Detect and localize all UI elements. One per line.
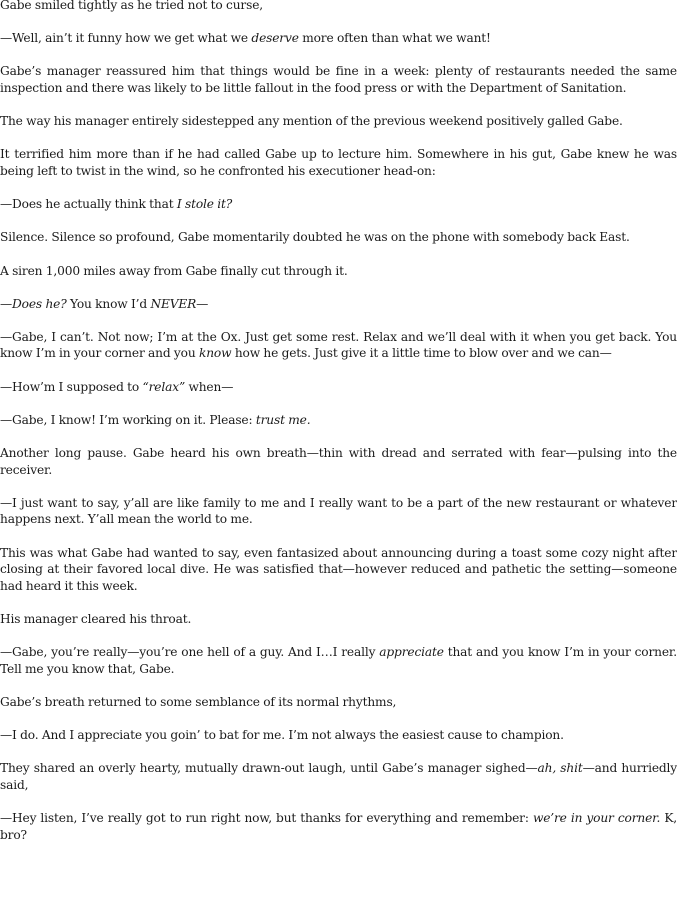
paragraph	[0, 379, 677, 396]
text-run: —I just want to say, y’all are like family to me and I really want to be a part of the new restaurant or whatever happens next. Y’all mean the world to me.	[0, 495, 677, 527]
italic-text: trust me.	[255, 412, 311, 427]
paragraph	[0, 694, 677, 711]
paragraph	[0, 30, 677, 47]
text-run: Gabe smiled tightly as he tried not to curse,	[0, 0, 263, 12]
text-run: —How’m I supposed to	[0, 379, 143, 394]
italic-text: Does he?	[12, 296, 67, 311]
paragraph	[0, 445, 677, 478]
italic-text: NEVER	[150, 296, 197, 311]
text-run: how he gets. Just give it a little time to blow over and we can—	[231, 346, 612, 361]
paragraph	[0, 0, 677, 14]
text-run: —and hurriedly said,	[0, 761, 677, 792]
text-run: when—	[185, 379, 234, 394]
text-run: His manager cleared his throat.	[0, 611, 192, 626]
paragraph	[0, 296, 677, 313]
paragraph	[0, 229, 677, 246]
text-run: The way his manager entirely sidestepped any mention of the previous weekend positively galled Gabe.	[0, 114, 623, 129]
paragraph	[0, 495, 677, 528]
text-run: Gabe’s breath returned to some semblance of its normal rhythms,	[0, 694, 397, 709]
text-run: that and you know I’m in your corner. Tell me you know that, Gabe.	[0, 645, 677, 676]
italic-text: I stole it?	[176, 197, 233, 212]
text-run: They shared an overly hearty, mutually drawn-out laugh, until Gabe’s manager sighed—	[0, 761, 538, 776]
text-run: Silence. Silence so profound, Gabe momentarily doubted he was on the phone with somebody back East.	[0, 230, 630, 245]
paragraph	[0, 412, 677, 429]
paragraph	[0, 810, 677, 843]
text-run: —I do. And I appreciate you goin’ to bat for me. I’m not always the easiest cause to champion.	[0, 728, 564, 743]
text-run: —	[0, 296, 13, 311]
italic-text: we’re in your corner.	[532, 811, 661, 826]
text-run: —Gabe, I can’t. Not now; I’m at the Ox. Just get some rest. Relax and we’ll deal with it when you get back. You know I’m in your corner and you	[0, 329, 677, 361]
text-run: Another long pause. Gabe heard his own breath—thin with dread and serrated with fear—pulsing into the receiver.	[0, 446, 677, 477]
paragraph	[0, 113, 677, 130]
paragraph	[0, 644, 677, 677]
text-run: —Gabe, you’re really—you’re one hell of a guy. And I…I really	[0, 645, 380, 660]
paragraph	[0, 146, 677, 179]
paragraph	[0, 263, 677, 280]
text-run: Gabe’s manager reassured him that things would be fine in a week: plenty of restaurants needed the same inspection and there was likely to be little fallout in the food press or with the Department of Sanitation.	[0, 64, 677, 95]
italic-text: know	[198, 346, 232, 361]
paragraph	[0, 727, 677, 744]
italic-text: deserve	[251, 31, 299, 46]
text-run: —Gabe, I know! I’m working on it. Please:	[0, 412, 256, 427]
paragraph	[0, 611, 677, 628]
paragraph	[0, 545, 677, 595]
text-run: A siren 1,000 miles away from Gabe finally cut through it.	[0, 263, 348, 278]
text-run: It terrified him more than if he had called Gabe up to lecture him. Somewhere in his gut, Gabe knew he was being left to twist in the wind, so he confronted his executioner head-on:	[0, 147, 677, 178]
text-run: —Hey listen, I’ve really got to run right now, but thanks for everything and remember:	[0, 811, 533, 826]
text-run: K, bro?	[0, 811, 677, 842]
italic-text: appreciate	[379, 645, 444, 660]
paragraph	[0, 63, 677, 96]
text-run: This was what Gabe had wanted to say, even fantasized about announcing during a toast some cozy night after closing at their favored local dive. He was satisfied that—however reduced and pathetic the setting—someone had heard it this week.	[0, 545, 677, 593]
paragraph	[0, 196, 677, 213]
text-run: —Does he actually think that	[0, 197, 177, 212]
paragraph	[0, 760, 677, 793]
paragraph	[0, 329, 677, 362]
text-run: —	[196, 296, 209, 311]
text-run: You know I’d	[66, 296, 151, 311]
text-run: more often than what we want!	[298, 31, 491, 46]
text-run: —Well, ain’t it funny how we get what we	[0, 31, 252, 46]
italic-text: “relax”	[142, 379, 186, 394]
italic-text: ah, shit	[537, 761, 583, 776]
